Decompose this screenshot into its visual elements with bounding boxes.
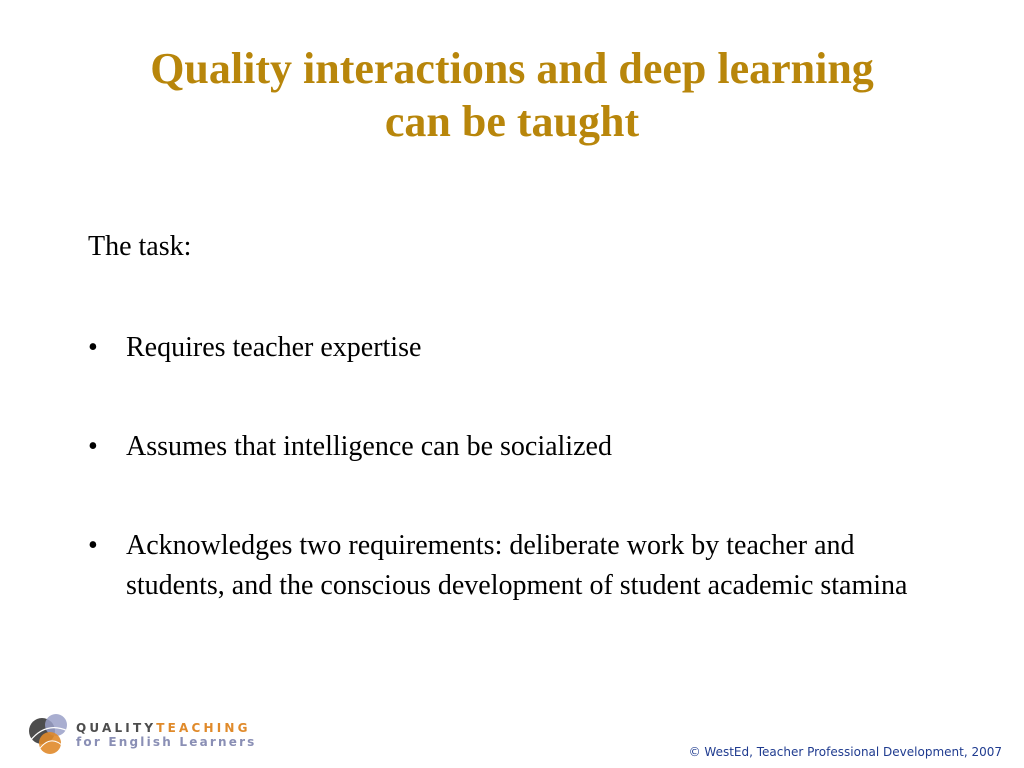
bullet-icon: •: [88, 431, 98, 462]
task-bullet-list: [88, 328, 918, 606]
logo-tagline: for English Learners: [76, 735, 257, 749]
bullet-icon: •: [88, 332, 98, 363]
slide-title-line-1: Quality interactions and deep learning: [150, 44, 874, 93]
overlapping-circles-logo-icon: [24, 711, 74, 757]
task-intro: The task:: [88, 231, 192, 262]
logo-wordmark: [76, 721, 257, 750]
copyright-footer: © WestEd, Teacher Professional Development, 2007: [688, 745, 1002, 759]
logo-word-quality: QUALITY: [76, 721, 157, 735]
bullet-item-requirements: [88, 526, 918, 606]
bullet-item-expertise: [88, 328, 918, 368]
slide-title-line-2: can be taught: [384, 97, 640, 146]
slide-title: [40, 42, 984, 148]
logo-word-teaching: TEACHING: [156, 721, 251, 735]
bullet-text: Acknowledges two requirements: deliberate work by teacher and students, and the conscious development of student academic stamina: [126, 530, 908, 601]
bullet-item-intelligence: [88, 427, 918, 467]
quality-teaching-logo: [24, 711, 264, 757]
bullet-text: Assumes that intelligence can be socialized: [126, 431, 612, 462]
logo-title: [76, 721, 257, 735]
bullet-icon: •: [88, 530, 98, 561]
bullet-text: Requires teacher expertise: [126, 332, 422, 363]
